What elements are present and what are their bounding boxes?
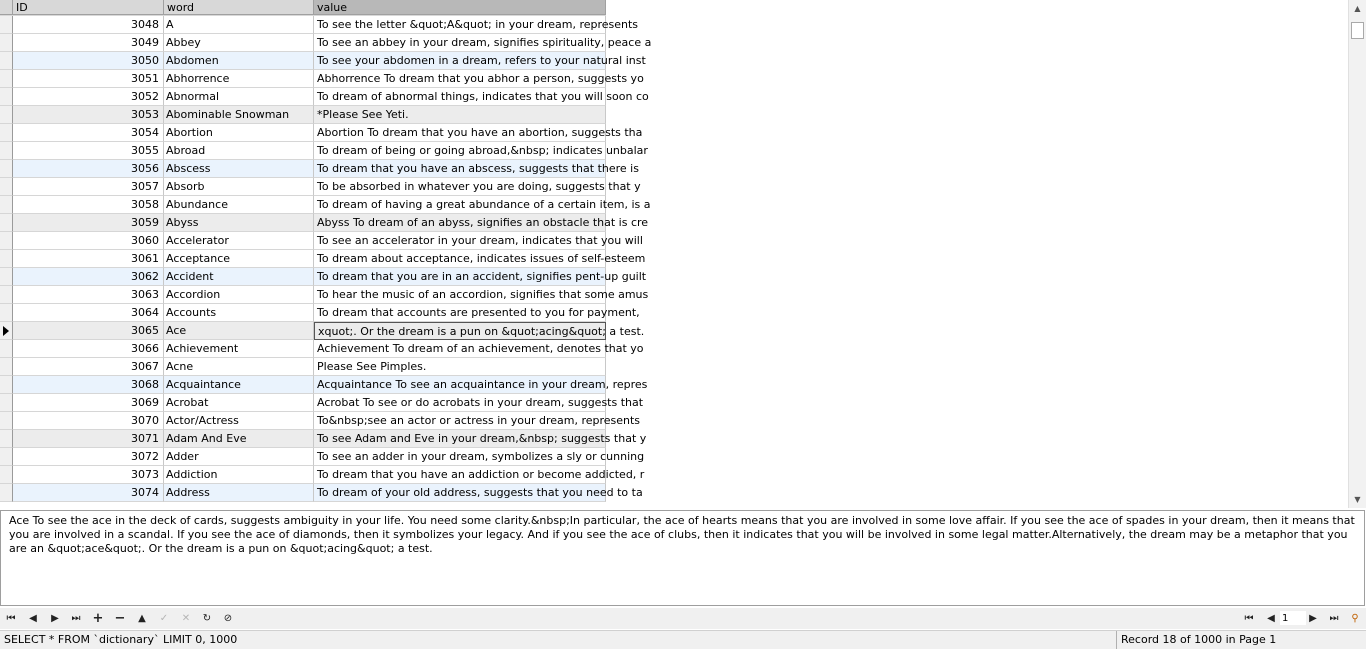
cell-id[interactable]: 3052 (13, 88, 164, 106)
cell-word[interactable]: Adam And Eve (164, 430, 314, 448)
cell-value[interactable]: To dream about acceptance, indicates issues of self-esteem (314, 250, 606, 268)
cancel-edit-icon[interactable]: ✕ (181, 613, 191, 624)
cell-id[interactable]: 3063 (13, 286, 164, 304)
cell-word[interactable]: Abscess (164, 160, 314, 178)
cell-word[interactable]: A (164, 16, 314, 34)
table-row[interactable] (0, 268, 647, 286)
cell-id[interactable]: 3069 (13, 394, 164, 412)
grid-header (0, 0, 606, 16)
cell-word[interactable]: Abroad (164, 142, 314, 160)
cell-word[interactable]: Acquaintance (164, 376, 314, 394)
cell-word[interactable]: Abyss (164, 214, 314, 232)
status-record: Record 18 of 1000 in Page 1 (1116, 631, 1366, 649)
cell-id[interactable]: 3066 (13, 340, 164, 358)
cell-value[interactable]: To see an adder in your dream, symbolizes a sly or cunning (314, 448, 606, 466)
cell-id[interactable]: 3067 (13, 358, 164, 376)
cell-value[interactable]: Acquaintance To see an acquaintance in your dream, repres (314, 376, 606, 394)
row-indicator[interactable] (0, 250, 13, 268)
status-query: SELECT * FROM `dictionary` LIMIT 0, 1000 (4, 633, 238, 646)
table-row[interactable] (0, 466, 645, 484)
cell-value[interactable]: Please See Pimples. (314, 358, 606, 376)
cell-value[interactable]: To be absorbed in whatever you are doing, suggests that y (314, 178, 606, 196)
cell-value[interactable]: To see Adam and Eve in your dream,&nbsp; suggests that y (314, 430, 606, 448)
cell-id[interactable]: 3068 (13, 376, 164, 394)
cell-value[interactable]: Abyss To dream of an abyss, signifies an obstacle that is cre (314, 214, 606, 232)
row-indicator[interactable] (0, 106, 13, 124)
table-row[interactable] (0, 412, 641, 430)
cell-id[interactable]: 3072 (13, 448, 164, 466)
table-row[interactable] (0, 376, 648, 394)
cell-word[interactable]: Absorb (164, 178, 314, 196)
cell-value[interactable]: Acrobat To see or do acrobats in your dream, suggests that (314, 394, 606, 412)
row-indicator[interactable] (0, 178, 13, 196)
cell-value[interactable]: To dream that accounts are presented to you for payment, (314, 304, 606, 322)
table-row[interactable] (0, 358, 606, 376)
cell-word[interactable]: Abominable Snowman (164, 106, 314, 124)
table-row[interactable] (0, 484, 643, 502)
table-row[interactable] (0, 124, 643, 142)
last-page-icon[interactable]: ⏭ (1329, 613, 1339, 624)
row-indicator[interactable] (0, 484, 13, 502)
table-row[interactable] (0, 52, 646, 70)
cell-value[interactable]: Abortion To dream that you have an abortion, suggests tha (314, 124, 606, 142)
first-record-icon[interactable]: ⏮ (6, 613, 16, 624)
edit-record-icon[interactable]: ▲ (138, 613, 146, 624)
scroll-up-icon[interactable]: ▲ (1354, 4, 1361, 13)
column-header-value[interactable]: value (314, 0, 606, 15)
table-row[interactable] (0, 232, 643, 250)
row-indicator[interactable] (0, 196, 13, 214)
cell-value[interactable]: To see your abdomen in a dream, refers to your natural inst (314, 52, 606, 70)
cell-id[interactable]: 3048 (13, 16, 164, 34)
cell-id[interactable]: 3071 (13, 430, 164, 448)
cell-id[interactable]: 3060 (13, 232, 164, 250)
cell-id[interactable]: 3074 (13, 484, 164, 502)
stop-icon[interactable]: ⊘ (223, 613, 233, 624)
row-indicator[interactable] (0, 34, 13, 52)
row-indicator[interactable] (0, 304, 13, 322)
table-row[interactable] (0, 340, 644, 358)
cell-word[interactable]: Ace (164, 322, 314, 340)
row-indicator[interactable] (0, 124, 13, 142)
insert-record-icon[interactable]: + (92, 611, 104, 626)
cell-word[interactable]: Addiction (164, 466, 314, 484)
cell-word[interactable]: Abhorrence (164, 70, 314, 88)
row-indicator[interactable] (0, 358, 13, 376)
cell-value[interactable]: To dream that you are in an accident, signifies pent-up guilt (314, 268, 606, 286)
column-header-word[interactable]: word (164, 0, 314, 15)
cell-id[interactable]: 3059 (13, 214, 164, 232)
row-indicator[interactable] (0, 466, 13, 484)
table-row[interactable] (0, 250, 646, 268)
table-row[interactable] (0, 394, 644, 412)
cell-id[interactable]: 3049 (13, 34, 164, 52)
header-indicator (0, 0, 13, 15)
row-indicator[interactable] (0, 376, 13, 394)
cell-id[interactable]: 3064 (13, 304, 164, 322)
row-indicator[interactable] (0, 52, 13, 70)
first-page-icon[interactable]: ⏮ (1244, 613, 1254, 624)
row-indicator[interactable] (0, 268, 13, 286)
table-row[interactable] (0, 430, 647, 448)
row-indicator[interactable] (0, 448, 13, 466)
cell-id[interactable]: 3055 (13, 142, 164, 160)
row-indicator[interactable] (0, 70, 13, 88)
cell-value[interactable]: To dream that you have an abscess, suggests that there is (314, 160, 606, 178)
table-row[interactable] (0, 106, 606, 124)
row-indicator[interactable] (0, 412, 13, 430)
filter-icon[interactable]: ⚲ (1351, 613, 1359, 624)
prior-page-icon[interactable]: ◀ (1267, 613, 1275, 624)
cell-id[interactable]: 3050 (13, 52, 164, 70)
cell-word[interactable]: Adder (164, 448, 314, 466)
post-edit-icon[interactable]: ✓ (159, 613, 169, 624)
table-row[interactable] (0, 160, 639, 178)
cell-value[interactable]: To dream that you have an addiction or become addicted, r (314, 466, 606, 484)
row-indicator[interactable] (0, 232, 13, 250)
row-indicator[interactable] (0, 430, 13, 448)
cell-id[interactable]: 3070 (13, 412, 164, 430)
cell-value[interactable]: *Please See Yeti. (314, 106, 606, 124)
cell-id[interactable]: 3073 (13, 466, 164, 484)
table-row[interactable] (0, 448, 645, 466)
table-row[interactable] (0, 34, 652, 52)
cell-word[interactable]: Acne (164, 358, 314, 376)
prior-record-icon[interactable]: ◀ (29, 613, 37, 624)
cell-id[interactable]: 3054 (13, 124, 164, 142)
cell-id[interactable]: 3051 (13, 70, 164, 88)
db-navigator (0, 608, 1366, 629)
scroll-down-icon[interactable]: ▼ (1354, 495, 1361, 504)
cell-value[interactable]: To dream of being or going abroad,&nbsp; indicates unbalar (314, 142, 606, 160)
grid-rows (0, 16, 652, 502)
cell-value[interactable]: To dream of abnormal things, indicates that you will soon co (314, 88, 606, 106)
cell-word[interactable]: Abbey (164, 34, 314, 52)
table-row[interactable] (0, 142, 648, 160)
cell-id[interactable]: 3061 (13, 250, 164, 268)
cell-word[interactable]: Achievement (164, 340, 314, 358)
table-row[interactable] (0, 304, 640, 322)
last-record-icon[interactable]: ⏭ (71, 613, 81, 624)
cell-word[interactable]: Abundance (164, 196, 314, 214)
cell-word[interactable]: Accordion (164, 286, 314, 304)
row-indicator[interactable] (0, 16, 13, 34)
cell-value[interactable]: xquot;. Or the dream is a pun on &quot;acing&quot; a test. (314, 322, 606, 340)
row-indicator[interactable] (0, 160, 13, 178)
cell-word[interactable]: Abnormal (164, 88, 314, 106)
cell-word[interactable]: Acrobat (164, 394, 314, 412)
delete-record-icon[interactable]: − (114, 611, 126, 626)
row-indicator[interactable] (0, 214, 13, 232)
scroll-thumb[interactable] (1351, 22, 1364, 39)
next-page-icon[interactable]: ▶ (1309, 613, 1317, 624)
table-row[interactable] (0, 88, 649, 106)
cell-value[interactable]: To see the letter &quot;A&quot; in your dream, represents (314, 16, 606, 34)
cell-word[interactable]: Actor/Actress (164, 412, 314, 430)
cell-value[interactable]: To see an accelerator in your dream, indicates that you will (314, 232, 606, 250)
cell-id[interactable]: 3053 (13, 106, 164, 124)
cell-id[interactable]: 3056 (13, 160, 164, 178)
cell-word[interactable]: Acceptance (164, 250, 314, 268)
page-number-input[interactable] (1280, 611, 1306, 625)
cell-value[interactable]: To hear the music of an accordion, signifies that some amus (314, 286, 606, 304)
table-row[interactable] (0, 286, 649, 304)
row-indicator[interactable] (0, 88, 13, 106)
row-indicator[interactable] (0, 394, 13, 412)
row-indicator[interactable] (0, 322, 13, 340)
cell-id[interactable]: 3062 (13, 268, 164, 286)
cell-word[interactable]: Address (164, 484, 314, 502)
cell-word[interactable]: Accelerator (164, 232, 314, 250)
cell-id[interactable]: 3057 (13, 178, 164, 196)
cell-id[interactable]: 3058 (13, 196, 164, 214)
row-indicator[interactable] (0, 142, 13, 160)
column-header-id[interactable]: ID (13, 0, 164, 15)
cell-value[interactable]: To dream of your old address, suggests that you need to ta (314, 484, 606, 502)
vertical-scrollbar[interactable] (1348, 0, 1366, 508)
cell-value[interactable]: To&nbsp;see an actor or actress in your dream, represents (314, 412, 606, 430)
cell-value[interactable]: Abhorrence To dream that you abhor a person, suggests yo (314, 70, 606, 88)
cell-id[interactable]: 3065 (13, 322, 164, 340)
cell-word[interactable]: Abortion (164, 124, 314, 142)
table-row[interactable] (0, 178, 641, 196)
row-indicator[interactable] (0, 286, 13, 304)
table-row[interactable] (0, 322, 645, 340)
table-row[interactable] (0, 196, 651, 214)
table-row[interactable] (0, 214, 649, 232)
cell-word[interactable]: Abdomen (164, 52, 314, 70)
cell-word[interactable]: Accounts (164, 304, 314, 322)
next-record-icon[interactable]: ▶ (51, 613, 59, 624)
table-row[interactable] (0, 70, 644, 88)
cell-value[interactable]: To dream of having a great abundance of a certain item, is a (314, 196, 606, 214)
cell-word[interactable]: Accident (164, 268, 314, 286)
cell-value[interactable]: Achievement To dream of an achievement, denotes that yo (314, 340, 606, 358)
table-row[interactable] (0, 16, 639, 34)
status-bar (0, 630, 1366, 649)
cell-value[interactable]: To see an abbey in your dream, signifies spirituality, peace a (314, 34, 606, 52)
refresh-icon[interactable]: ↻ (202, 613, 212, 624)
memo-field[interactable]: Ace To see the ace in the deck of cards, suggests ambiguity in your life. You need some clarity.&nbsp;In particular, the ace of hearts means that you are involved in some love affair. If you see the ace of spades in your dream, then it means that you are involved in a scandal. If you see the ace of diamonds, then it symbolizes your legacy. And if you see the ace of clubs, then it indicates that you will be involved in some legal matter.Alternatively, the dream may be a metaphor that you are an &quot;ace&quot;. Or the dream is a pun on &quot;acing&quot; a test. (0, 510, 1365, 606)
row-indicator[interactable] (0, 340, 13, 358)
current-row-arrow-icon (3, 326, 9, 336)
